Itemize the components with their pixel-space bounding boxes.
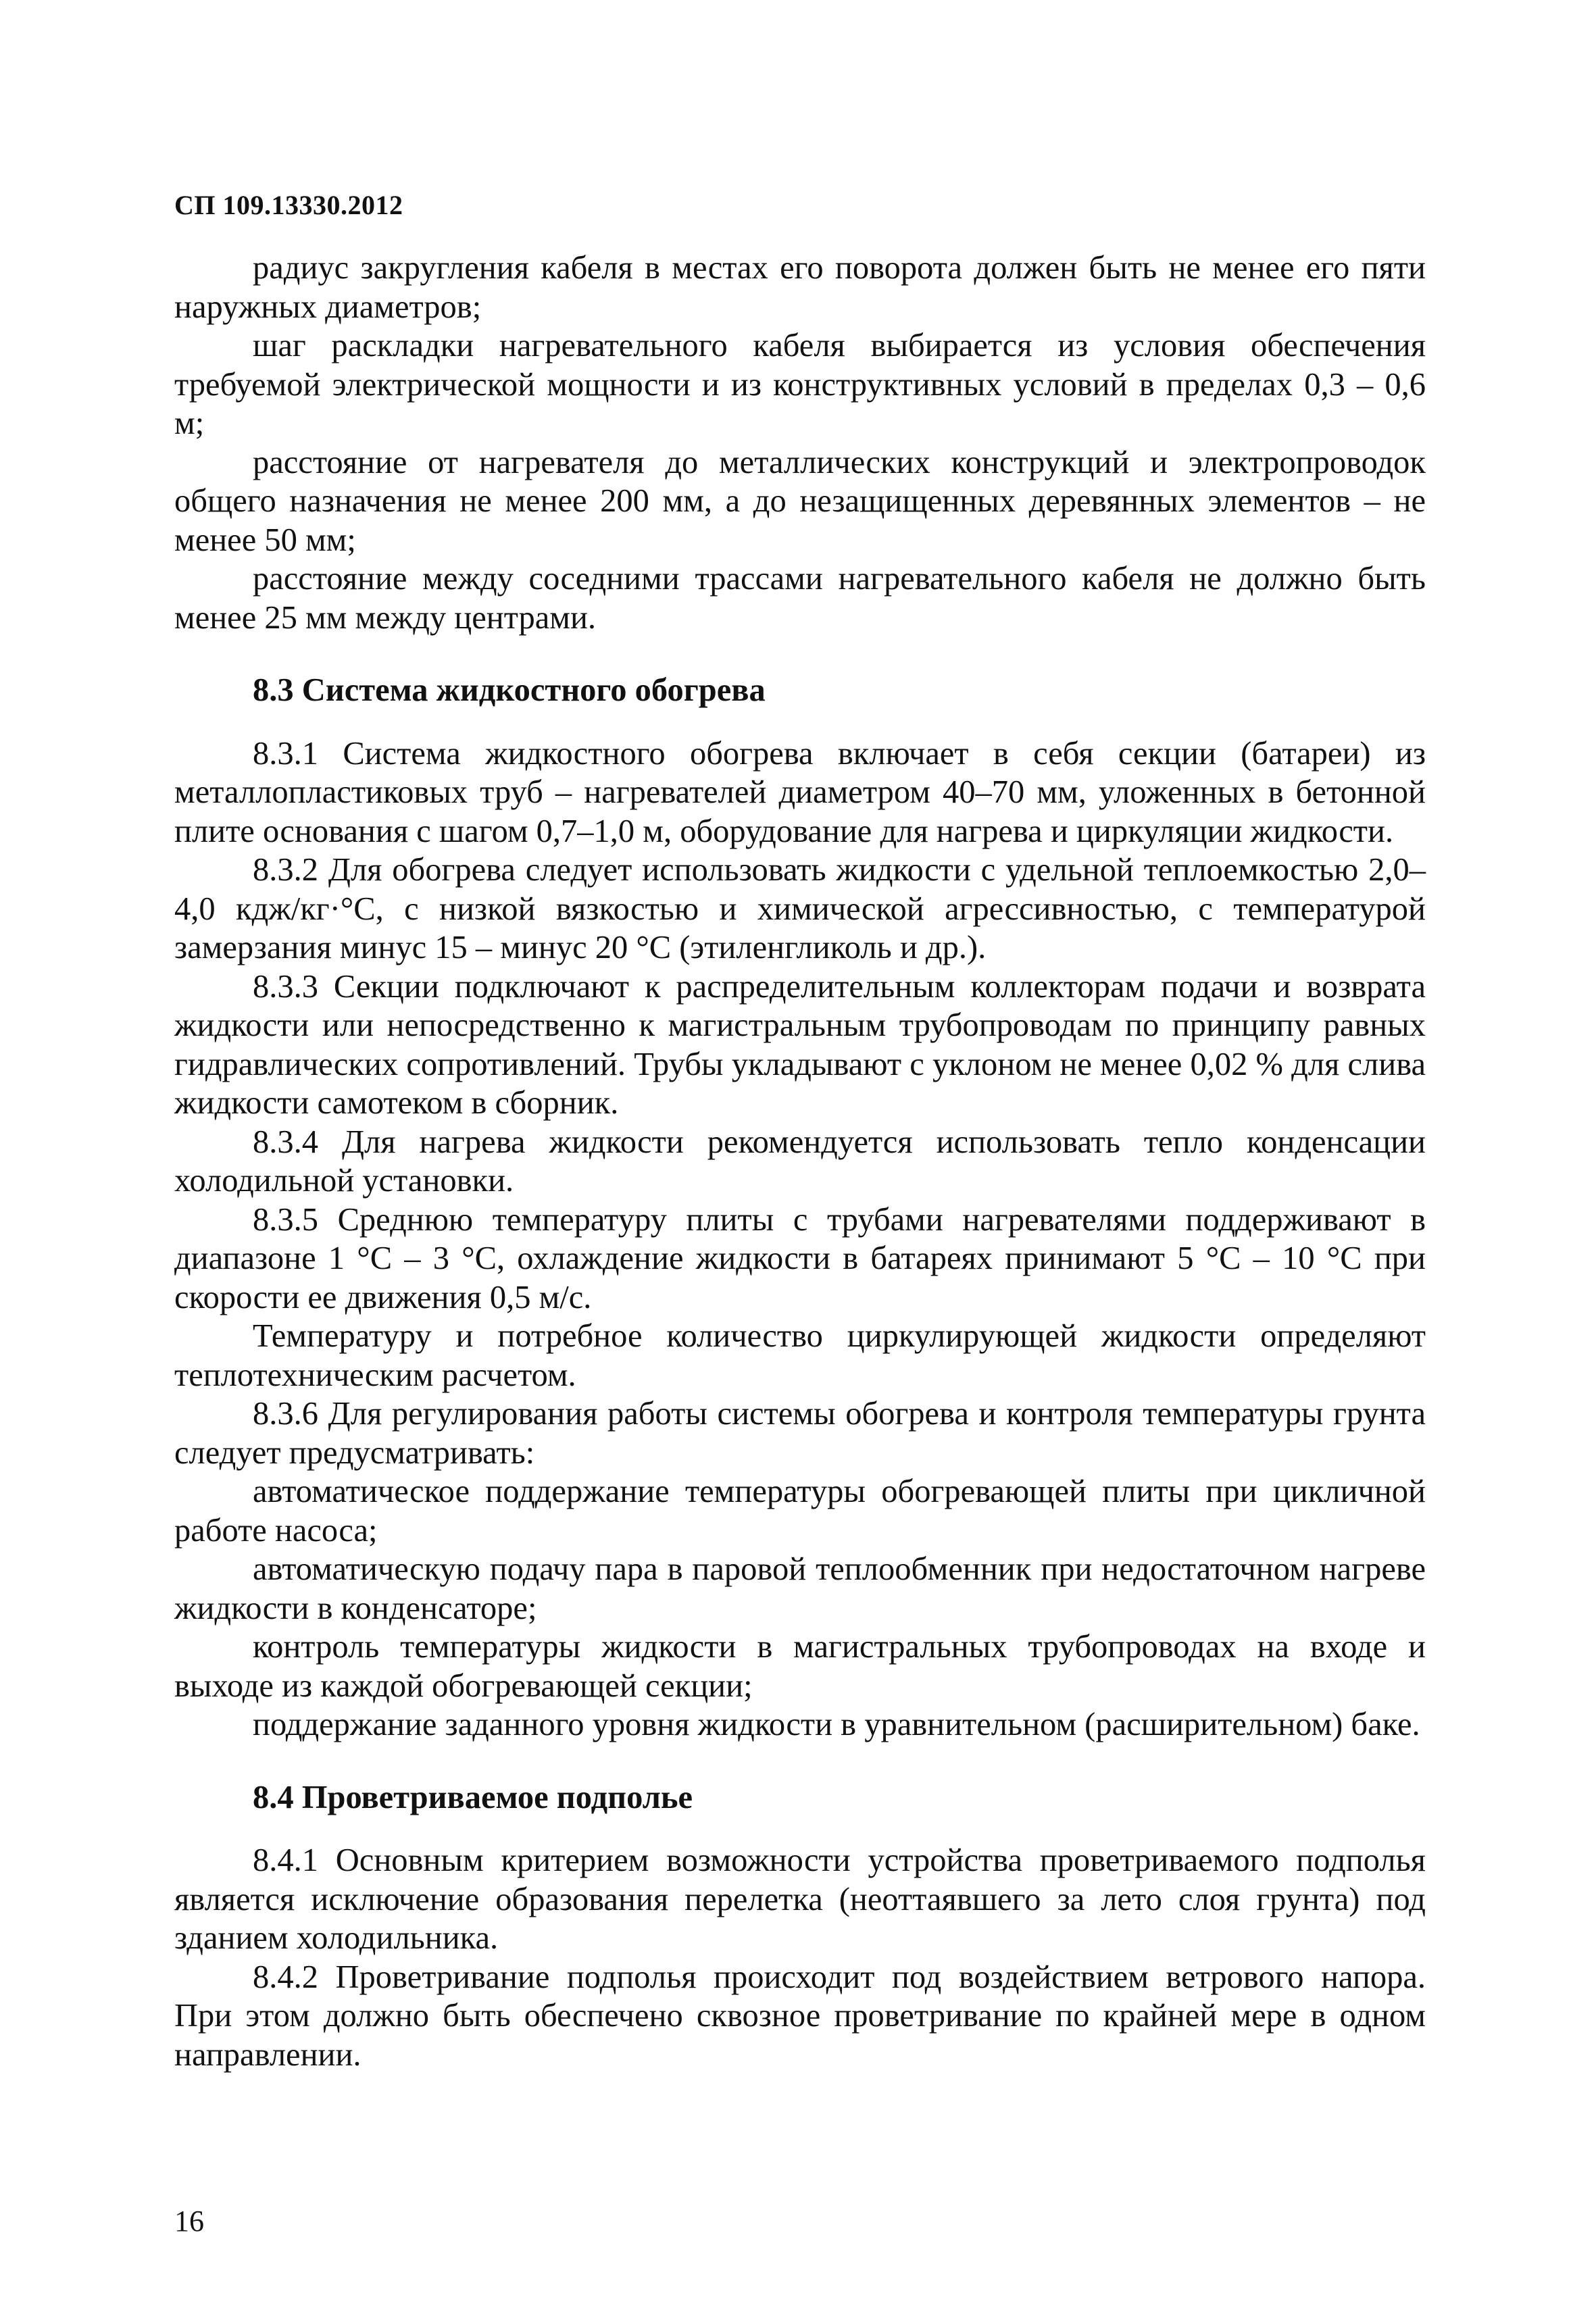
document-code-header: СП 109.13330.2012 [174, 190, 403, 220]
paragraph: 8.3.4 Для нагрева жидкости рекомендуется использовать тепло конденсации холодильной установки. [174, 1124, 1426, 1199]
section-heading-8-3: 8.3 Система жидкостного обогрева [253, 672, 766, 708]
paragraph: расстояние между соседними трассами нагревательного кабеля не должно быть менее 25 мм между центрами. [174, 561, 1426, 636]
paragraph: Температуру и потребное количество циркулирующей жидкости определяют теплотехническим расчетом. [174, 1318, 1426, 1393]
paragraph: 8.4.2 Проветривание подполья происходит под воздействием ветрового напора. При этом должно быть обеспечено сквозное проветривание по крайней мере в одном направлении. [174, 1959, 1426, 2073]
paragraph: 8.3.6 Для регулирования работы системы обогрева и контроля температуры грунта следует предусматривать: [174, 1396, 1426, 1471]
paragraph: шаг раскладки нагревательного кабеля выбирается из условия обеспечения требуемой электрической мощности и из конструктивных условий в пределах 0,3 – 0,6 м; [174, 328, 1426, 441]
paragraph: поддержание заданного уровня жидкости в уравнительном (расширительном) баке. [253, 1707, 1420, 1742]
section-heading-8-4: 8.4 Проветриваемое подполье [253, 1779, 693, 1815]
paragraph: 8.4.1 Основным критерием возможности устройства проветриваемого подполья является исключение образования перелетка (неоттаявшего за лето слоя грунта) под зданием холодильника. [174, 1842, 1426, 1956]
paragraph: радиус закругления кабеля в местах его поворота должен быть не менее его пяти наружных диаметров; [174, 250, 1426, 325]
paragraph: 8.3.3 Секции подключают к распределительным коллекторам подачи и возврата жидкости или непосредственно к магистральным трубопроводам по принципу равных гидравлических сопротивлений. Трубы укладывают с уклоном не менее 0,02 % для слива жидкости самотеком в сборник. [174, 968, 1426, 1121]
paragraph: 8.3.1 Система жидкостного обогрева включает в себя секции (батареи) из металлопластиковых труб – нагревателей диаметром 40–70 мм, уложенных в бетонной плите основания с шагом 0,7–1,0 м, оборудование для нагрева и циркуляции жидкости. [174, 735, 1426, 849]
page-number: 16 [174, 2205, 204, 2238]
page-content [174, 249, 1426, 2074]
paragraph: 8.3.2 Для обогрева следует использовать жидкости с удельной теплоемкостью 2,0–4,0 кдж/кг·°С, с низкой вязкостью и химической агрессивностью, с температурой замерзания минус 15 – минус 20 °С (этиленгликоль и др.). [174, 852, 1426, 965]
paragraph: контроль температуры жидкости в магистральных трубопроводах на входе и выходе из каждой обогревающей секции; [174, 1629, 1426, 1704]
paragraph: автоматическую подачу пара в паровой теплообменник при недостаточном нагреве жидкости в конденсаторе; [174, 1551, 1426, 1626]
paragraph: расстояние от нагревателя до металлических конструкций и электропроводок общего назначения не менее 200 мм, а до незащищенных деревянных элементов – не менее 50 мм; [174, 444, 1426, 558]
paragraph: 8.3.5 Среднюю температуру плиты с трубами нагревателями поддерживают в диапазоне 1 °С – 3 °С, охлаждение жидкости в батареях принимают 5 °С – 10 °С при скорости ее движения 0,5 м/с. [174, 1201, 1426, 1315]
paragraph: автоматическое поддержание температуры обогревающей плиты при цикличной работе насоса; [174, 1474, 1426, 1549]
